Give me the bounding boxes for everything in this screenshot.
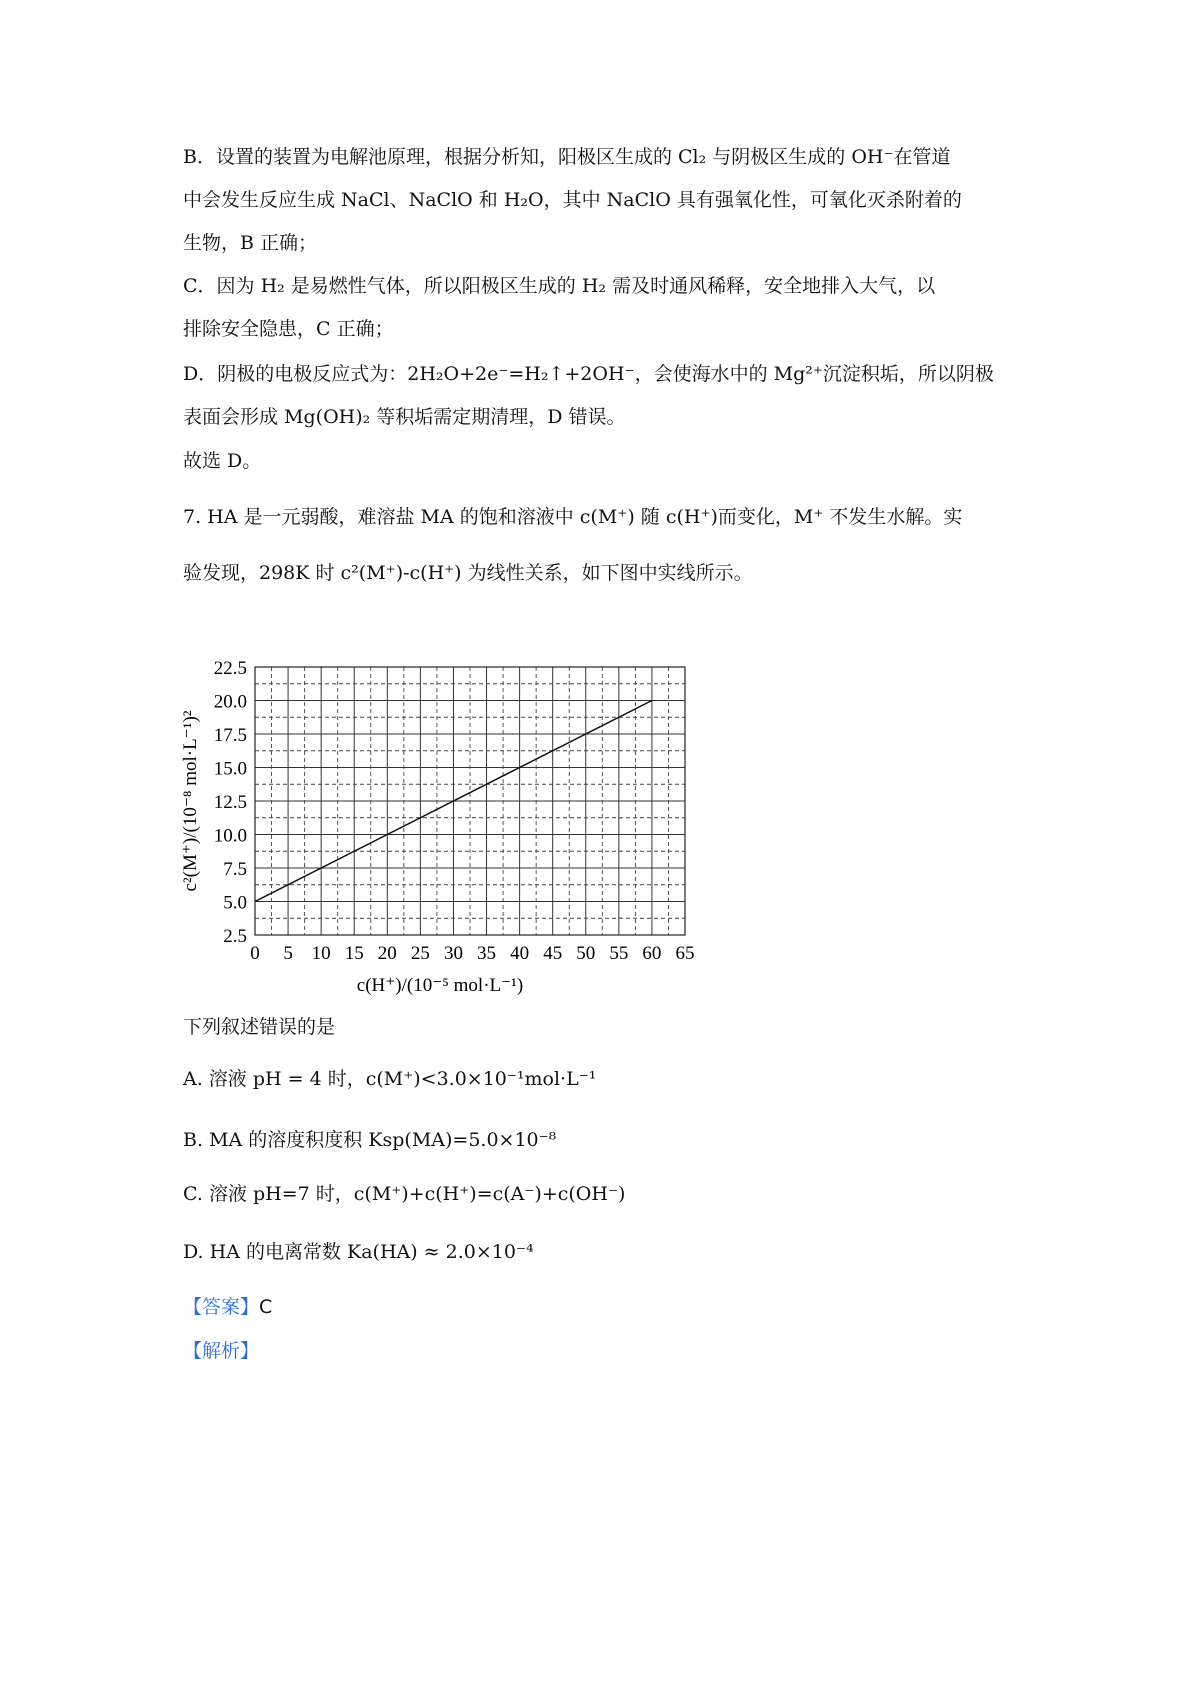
y-tick-label: 22.5 bbox=[213, 658, 247, 679]
answer-line bbox=[183, 1292, 272, 1319]
x-tick-label: 25 bbox=[410, 943, 430, 964]
y-tick-label: 12.5 bbox=[213, 792, 247, 813]
y-tick-label: 5.0 bbox=[223, 892, 247, 914]
y-tick-label: 15.0 bbox=[213, 758, 247, 780]
option-b: B. MA 的溶度积度积 Ksp(MA)=5.0×10⁻⁸ bbox=[183, 1129, 557, 1151]
paragraph-line: 生物，B 正确； bbox=[183, 232, 318, 254]
x-tick-label: 5 bbox=[283, 943, 293, 964]
paragraph-line: C．因为 H₂ 是易燃性气体，所以阳极区生成的 H₂ 需及时通风稀释，安全地排入大气，以 bbox=[183, 275, 936, 297]
y-tick-label: 7.5 bbox=[223, 859, 247, 880]
paragraph-line: 故选 D。 bbox=[183, 450, 262, 472]
x-tick-label: 10 bbox=[311, 943, 331, 964]
x-tick-label: 15 bbox=[344, 943, 364, 964]
y-tick-label: 17.5 bbox=[213, 725, 247, 746]
x-tick-label: 45 bbox=[543, 943, 563, 964]
question-stem-line: 7. HA 是一元弱酸，难溶盐 MA 的饱和溶液中 c(M⁺) 随 c(H⁺)而变化，M⁺ 不发生水解。实 bbox=[183, 506, 963, 528]
paragraph-line: 排除安全隐患，C 正确； bbox=[183, 318, 394, 340]
y-axis-label: c²(M⁺)/(10⁻⁸ mol·L⁻¹)² bbox=[180, 710, 201, 892]
x-tick-label: 60 bbox=[642, 943, 662, 964]
x-axis-label: c(H⁺)/(10⁻⁵ mol·L⁻¹) bbox=[356, 975, 524, 996]
option-a: A. 溶液 pH = 4 时，c(M⁺)<3.0×10⁻¹mol·L⁻¹ bbox=[183, 1068, 597, 1090]
x-tick-label: 30 bbox=[443, 943, 463, 964]
x-tick-label: 40 bbox=[510, 943, 530, 964]
x-tick-label: 55 bbox=[609, 943, 629, 964]
paragraph-line: 表面会形成 Mg(OH)₂ 等积垢需定期清理，D 错误。 bbox=[183, 406, 626, 428]
x-tick-label: 20 bbox=[377, 943, 397, 964]
option-d: D. HA 的电离常数 Ka(HA) ≈ 2.0×10⁻⁴ bbox=[183, 1241, 534, 1263]
y-tick-label: 2.5 bbox=[223, 926, 247, 947]
paragraph-line: 中会发生反应生成 NaCl、NaClO 和 H₂O，其中 NaClO 具有强氧化性，可氧化灭杀附着的 bbox=[183, 189, 962, 211]
answer-value: C bbox=[259, 1296, 273, 1318]
y-tick-label: 20.0 bbox=[213, 691, 247, 713]
x-tick-label: 35 bbox=[477, 943, 497, 964]
x-tick-label: 50 bbox=[576, 943, 596, 964]
option-c: C. 溶液 pH=7 时，c(M⁺)+c(H⁺)=c(A⁻)+c(OH⁻) bbox=[183, 1183, 626, 1205]
question-prompt: 下列叙述错误的是 bbox=[183, 1016, 336, 1038]
x-tick-label: 0 bbox=[250, 943, 260, 964]
question-stem-line: 验发现，298K 时 c²(M⁺)-c(H⁺) 为线性关系，如下图中实线所示。 bbox=[183, 562, 753, 584]
chart-grid bbox=[255, 667, 685, 935]
answer-tag: 【答案】 bbox=[183, 1296, 260, 1318]
x-tick-label: 65 bbox=[675, 943, 695, 964]
paragraph-line: B．设置的装置为电解池原理，根据分析知，阳极区生成的 Cl₂ 与阴极区生成的 OH⁻在管道 bbox=[183, 146, 951, 168]
analysis-tag: 【解析】 bbox=[183, 1340, 260, 1362]
line-chart bbox=[180, 655, 700, 1000]
y-tick-label: 10.0 bbox=[213, 825, 247, 847]
paragraph-line: D．阴极的电极反应式为：2H₂O+2e⁻=H₂↑+2OH⁻，会使海水中的 Mg²⁺沉淀积垢，所以阴极 bbox=[183, 363, 994, 385]
